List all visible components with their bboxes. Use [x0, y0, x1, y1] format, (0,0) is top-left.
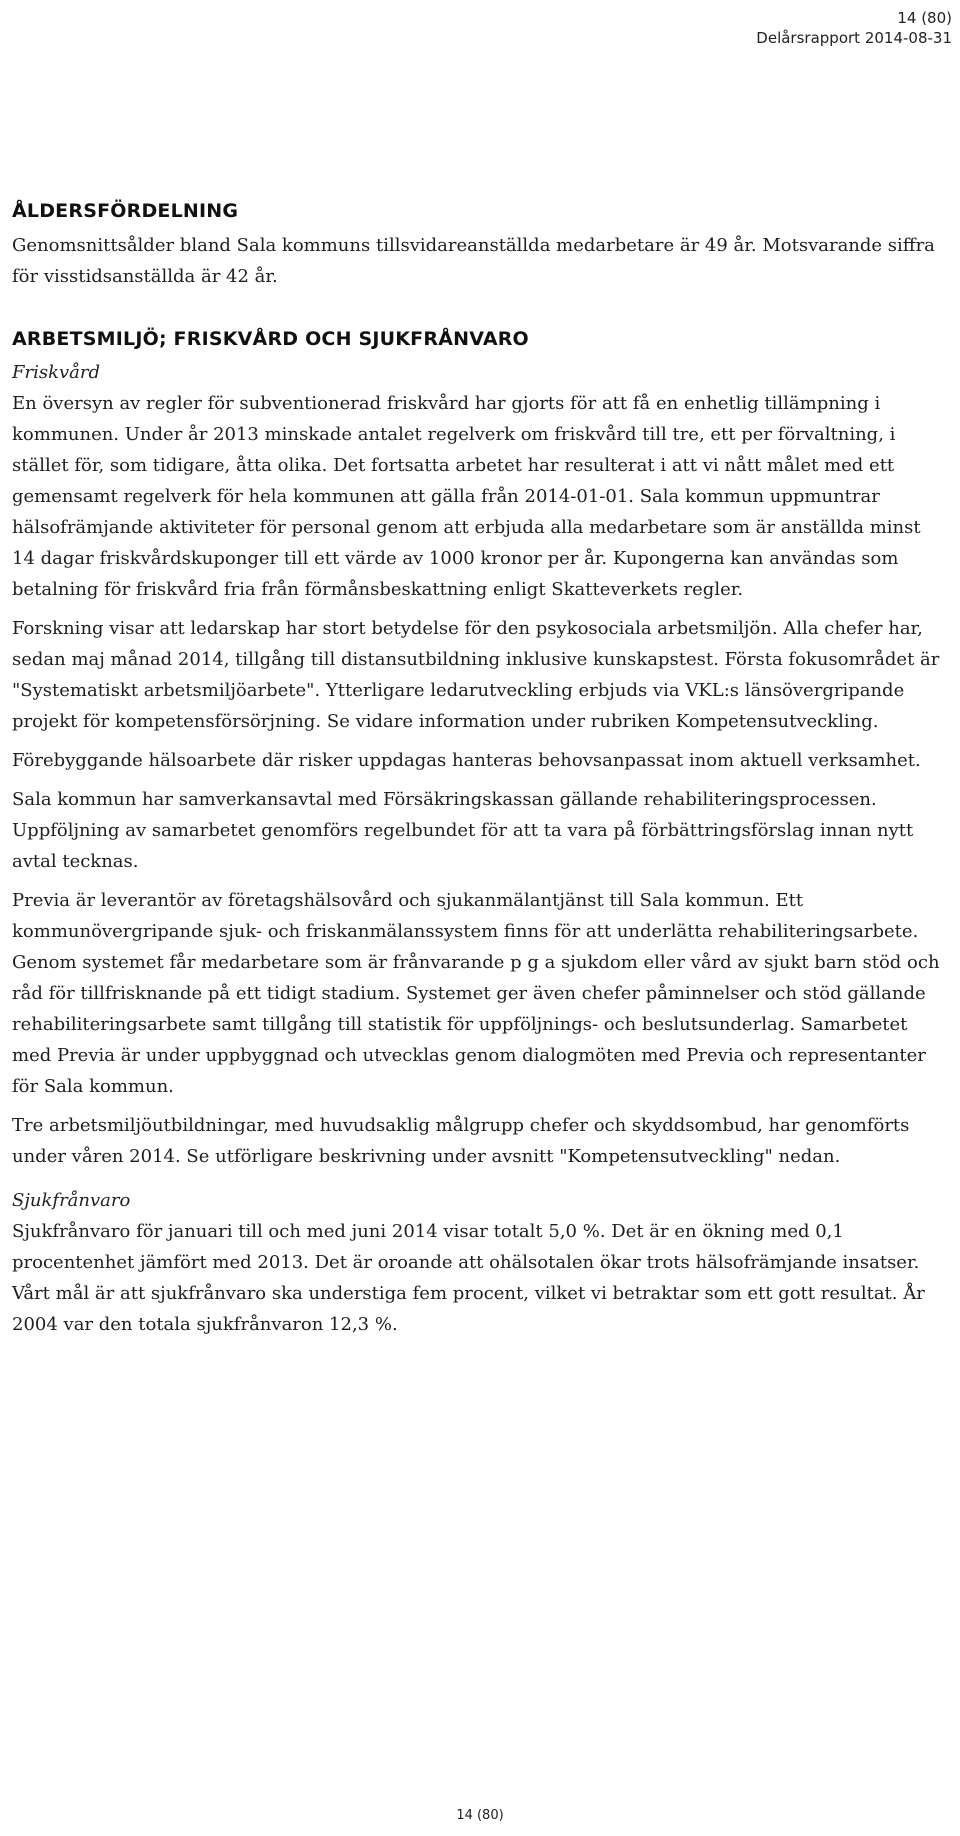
heading-age-distribution: ÅLDERSFÖRDELNING — [12, 200, 239, 222]
header-report-title: Delårsrapport 2014-08-31 — [756, 29, 952, 47]
training-paragraph: Tre arbetsmiljöutbildningar, med huvudsaklig målgrupp chefer och skyddsombud, har genomförts under våren 2014. Se utförligare beskrivning under avsnitt "Kompetensutveckling" nedan. — [12, 1115, 910, 1167]
page-footer — [0, 1808, 960, 1823]
cooperation-paragraph: Sala kommun har samverkansavtal med Försäkringskassan gällande rehabiliteringsprocessen. Uppföljning av samarbetet genomförs regelbundet för att ta vara på förbättringsförslag innan nytt avtal tecknas. — [12, 789, 914, 872]
subheading-wellness: Friskvård — [12, 362, 101, 383]
leadership-paragraph: Forskning visar att ledarskap har stort betydelse för den psykosociala arbetsmiljön. Alla chefer har, sedan maj månad 2014, tillgång till distansutbildning inklusive kunskapstest. Första fokusområdet är "Systematiskt arbetsmiljöarbete". Ytterligare ledarutveckling erbjuds via VKL:s länsövergripande projekt för kompetensförsörjning. Se vidare information under rubriken Kompetensutveckling. — [12, 618, 940, 732]
sick-absence-paragraph: Sjukfrånvaro för januari till och med juni 2014 visar totalt 5,0 %. Det är en ökning med 0,1 procentenhet jämfört med 2013. Det är oroande att ohälsotalen ökar trots hälsofrämjande insatser. Vårt mål är att sjukfrånvaro ska understiga fem procent, vilket vi betraktar som ett gott resultat. År 2004 var den totala sjukfrånvaron 12,3 %. — [12, 1221, 925, 1335]
previa-paragraph: Previa är leverantör av företagshälsovård och sjukanmälantjänst till Sala kommun. Ett kommunövergripande sjuk- och friskanmälanssystem finns för att underlätta rehabiliteringsarbete. Genom systemet får medarbetare som är frånvarande p g a sjukdom eller vård av sjukt barn stöd och råd för tillfrisknande på ett tidigt stadium. Systemet ger även chefer påminnelser och stöd gällande rehabiliteringsarbete samt tillgång till statistik för uppföljnings- och beslutsunderlag. Samarbetet med Previa är under uppbyggnad och utvecklas genom dialogmöten med Previa och representanter för Sala kommun. — [12, 890, 940, 1097]
heading-work-environment: ARBETSMILJÖ; FRISKVÅRD OCH SJUKFRÅNVARO — [12, 328, 529, 350]
wellness-paragraph: En översyn av regler för subventionerad friskvård har gjorts för att få en enhetlig tillämpning i kommunen. Under år 2013 minskade antalet regelverk om friskvård till tre, ett per förvaltning, i stället för, som tidigare, åtta olika. Det fortsatta arbetet har resulterat i att vi nått målet med ett gemensamt regelverk för hela kommunen att gälla från 2014-01-01. Sala kommun uppmuntrar hälsofrämjande aktiviteter för personal genom att erbjuda alla medarbetare som är anställda minst 14 dagar friskvårdskuponger till ett värde av 1000 kronor per år. Kupongerna kan användas som betalning för friskvård fria från förmånsbeskattning enligt Skatteverkets regler. — [12, 393, 921, 600]
subheading-sick-absence: Sjukfrånvaro — [12, 1190, 131, 1211]
footer-page-number: 14 (80) — [456, 1808, 504, 1823]
header-page-number: 14 (80) — [897, 9, 952, 27]
document-body — [12, 200, 948, 1340]
page-header — [632, 8, 952, 48]
age-paragraph: Genomsnittsålder bland Sala kommuns tillsvidareanställda medarbetare är 49 år. Motsvarande siffra för visstidsanställda är 42 år. — [12, 235, 935, 287]
prevention-paragraph: Förebyggande hälsoarbete där risker uppdagas hanteras behovsanpassat inom aktuell verksamhet. — [12, 750, 921, 771]
